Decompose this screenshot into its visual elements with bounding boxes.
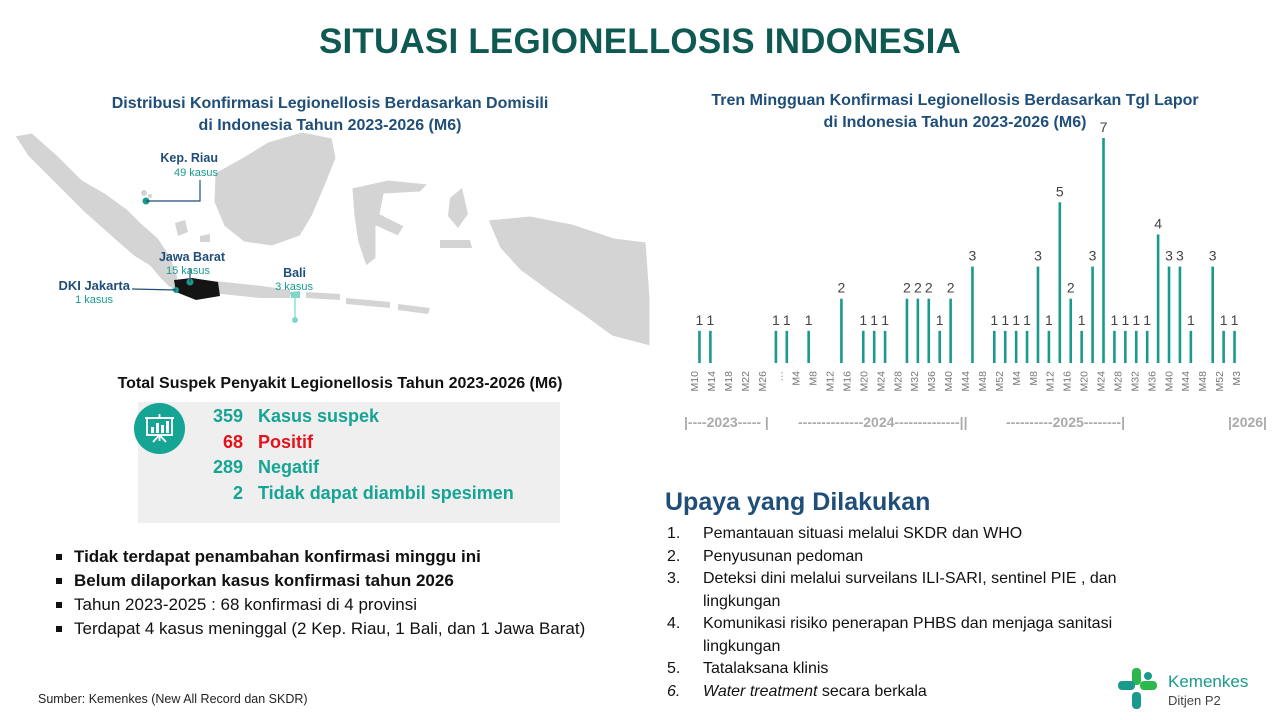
chart-bar [862, 331, 865, 363]
page-title: SITUASI LEGIONELLOSIS INDONESIA [318, 22, 962, 61]
chart-tick-label: M24 [1095, 371, 1108, 392]
chart-bar [938, 331, 941, 363]
jawa-barat-region [174, 278, 220, 300]
map-title-line2: di Indonesia Tahun 2023-2026 (M6) [198, 117, 462, 134]
chart-data-label: 5 [1055, 183, 1064, 200]
chart-bar [1233, 331, 1236, 363]
chart-tick-label: M12 [824, 371, 837, 392]
chart-bar [971, 267, 974, 363]
chart-data-label: 2 [946, 279, 955, 296]
upaya-item: 3. Deteksi dini melalui surveilans ILI-SARI, sentinel PIE , dan lingkungan [667, 570, 1117, 610]
chart-bar [1102, 138, 1105, 363]
chart-data-label: 1 [695, 311, 704, 328]
chart-year-group: --------------2024--------------|| [798, 414, 968, 430]
chart-data-label: 4 [1154, 215, 1162, 232]
chart-data-label: 1 [1077, 311, 1086, 328]
bali-label: Bali [283, 266, 306, 280]
chart-bar [927, 299, 930, 363]
suspect-label: Tidak dapat diambil spesimen [258, 482, 514, 503]
finding-item: Tahun 2023-2025 : 68 konfirmasi di 4 provinsi [56, 593, 616, 617]
chart-bar [993, 331, 996, 363]
chart-tick-label: M44 [960, 371, 972, 392]
chart-tick-label: M36 [1146, 371, 1159, 392]
chart-bar [1037, 267, 1040, 363]
riau-islands [141, 190, 147, 196]
chart-data-label: 2 [837, 279, 846, 296]
suspect-title: Total Suspek Penyakit Legionellosis Tahun 2023-2026 (M6) [117, 375, 563, 392]
chart-tick-label: M3 [1231, 371, 1243, 386]
source-note: Sumber: Kemenkes (New All Record dan SKDR) [38, 692, 308, 706]
chart-bar [1157, 234, 1160, 363]
sulawesi-island [352, 180, 428, 266]
chart-bar [949, 299, 952, 363]
chart-data-label: 1 [859, 311, 868, 328]
chart-tick-label: M32 [909, 371, 922, 392]
chart-tick-label: M36 [926, 371, 939, 392]
chart-tick-label: M4 [1010, 371, 1023, 386]
chart-tick-label: M16 [841, 371, 854, 392]
suspect-label: Kasus suspek [258, 406, 380, 426]
chart-data-label: 1 [1186, 311, 1195, 328]
chart-data-label: 1 [1121, 311, 1130, 328]
chart-data-label: 1 [706, 311, 715, 328]
chart-data-label: 1 [1012, 311, 1021, 328]
upaya-item: 1. Pemantauan situasi melalui SKDR dan WHO [667, 525, 1023, 542]
chart-data-label: 1 [1230, 311, 1239, 328]
papua-island [488, 216, 650, 346]
chart-data-label: 3 [1088, 247, 1097, 264]
chart-bar [709, 331, 712, 363]
chart-bar [1080, 331, 1083, 363]
chart-data-label: 1 [935, 311, 944, 328]
suspect-value: 289 [212, 457, 243, 477]
suspect-value: 68 [222, 431, 243, 452]
dki-jakarta-label: DKI Jakarta [58, 278, 130, 293]
chart-bar [1124, 331, 1127, 363]
chart-data-label: 3 [1176, 247, 1184, 264]
chart-bar [840, 299, 843, 363]
chart-bar [1222, 331, 1225, 363]
chart-year-group: |2026| [1228, 414, 1267, 430]
chart-bar [1091, 267, 1094, 363]
chart-tick-label: M20 [858, 371, 871, 392]
chart-bar [1146, 331, 1149, 363]
chart-data-label: 1 [1001, 311, 1010, 328]
chart-data-label: 1 [1143, 311, 1152, 328]
chart-tick-label: M26 [756, 371, 769, 392]
kep-riau-cases: 49 kasus [173, 167, 218, 179]
chart-tick-label: M28 [892, 371, 905, 392]
upaya-item: 2. Penyusunan pedoman [667, 547, 864, 565]
chart-data-label: 1 [1110, 311, 1119, 328]
chart-tick-label: M10 [689, 371, 701, 392]
jawa-barat-cases: 15 kasus [165, 265, 210, 277]
indonesia-map [10, 128, 655, 368]
chart-data-label: 3 [1034, 247, 1042, 264]
chart-tick-label: M52 [1214, 371, 1227, 392]
presentation-board-icon [134, 403, 185, 454]
chart-tick-label: M8 [1027, 371, 1040, 386]
chart-tick-label: M52 [993, 371, 1006, 392]
chart-tick-label: M44 [1180, 371, 1193, 392]
jawa-barat-label: Jawa Barat [158, 250, 225, 264]
chart-tick-label: M24 [875, 371, 888, 392]
chart-tick-label: M40 [943, 371, 956, 392]
chart-bar [807, 331, 810, 363]
chart-tick-label: M32 [1129, 371, 1142, 392]
bangka-island [175, 220, 188, 236]
chart-bar [1004, 331, 1007, 363]
chart-data-label: 2 [1066, 279, 1075, 296]
chart-bar [1015, 331, 1018, 363]
chart-year-group: |----2023----- | [684, 414, 769, 430]
chart-data-label: 1 [881, 311, 889, 328]
chart-data-label: 2 [903, 279, 911, 296]
upaya-item: 6. Water treatment secara berkala [667, 682, 927, 700]
logo-name: Kemenkes [1168, 672, 1249, 691]
chart-bar [1135, 331, 1138, 363]
chart-bar [1179, 267, 1182, 363]
chart-data-label: 7 [1099, 119, 1108, 135]
finding-item: Belum dilaporkan kasus konfirmasi tahun 2026 [56, 569, 616, 593]
chart-data-label: 3 [1208, 247, 1217, 264]
chart-tick-label: M16 [1061, 371, 1074, 392]
upaya-list [667, 523, 1137, 703]
chart-bar [1113, 331, 1116, 363]
kep-riau-label: Kep. Riau [160, 151, 218, 165]
chart-data-label: 3 [1165, 247, 1173, 264]
logo-subtitle: Ditjen P2 [1168, 693, 1221, 708]
chart-bar [775, 331, 778, 363]
bali-cases: 3 kasus [275, 281, 313, 293]
chart-data-label: 1 [990, 311, 999, 328]
chart-bar [884, 331, 887, 363]
chart-data-label: 2 [913, 279, 922, 296]
chart-data-label: 1 [1045, 311, 1053, 328]
chart-tick-label: M28 [1112, 371, 1125, 392]
chart-bar [906, 299, 909, 363]
chart-bar [786, 331, 789, 363]
chart-tick-label: M18 [722, 371, 735, 392]
upaya-item: 4. Komunikasi risiko penerapan PHBS dan menjaga sanitasi lingkungan [667, 615, 1113, 655]
chart-data-label: 1 [1132, 311, 1141, 328]
chart-bar [698, 331, 701, 363]
chart-data-label: 1 [1023, 311, 1031, 328]
chart-tick-label: M4 [790, 371, 803, 386]
kalimantan-island [214, 132, 336, 246]
suspect-label: Negatif [258, 457, 320, 477]
chart-tick-label: M22 [739, 371, 752, 392]
chart-title-line1: Tren Mingguan Konfirmasi Legionellosis Berdasarkan Tgl Lapor [711, 92, 1199, 109]
chart-tick-label: M20 [1078, 371, 1091, 392]
chart-bar [917, 299, 920, 363]
chart-data-label: 1 [1219, 311, 1228, 328]
chart-data-label: 2 [924, 279, 933, 296]
chart-bar [1190, 331, 1193, 363]
map-title-line1: Distribusi Konfirmasi Legionellosis Berdasarkan Domisili [111, 95, 549, 112]
chart-bar [1168, 267, 1171, 363]
suspect-label: Positif [258, 431, 314, 452]
chart-year-group: ----------2025--------| [1006, 414, 1125, 430]
chart-tick-label: M40 [1163, 371, 1176, 392]
chart-tick-label: M14 [705, 371, 718, 392]
chart-data-label: 1 [804, 311, 813, 328]
chart-tick-label: M48 [976, 371, 989, 392]
chart-bar [1026, 331, 1029, 363]
chart-bar [1211, 267, 1214, 363]
chart-tick-label: M12 [1044, 371, 1057, 392]
chart-title-line2: di Indonesia Tahun 2023-2026 (M6) [823, 114, 1087, 131]
upaya-title: Upaya yang Dilakukan [665, 488, 931, 516]
dki-jakarta-cases: 1 kasus [75, 294, 113, 306]
chart-tick-label: M48 [1197, 371, 1210, 392]
chart-data-label: 3 [968, 247, 977, 264]
chart-bar [1048, 331, 1051, 363]
suspect-value: 359 [212, 406, 243, 426]
key-findings-list [56, 545, 616, 641]
chart-data-label: 1 [772, 311, 780, 328]
chart-tick-label: … [773, 371, 786, 382]
suspect-value: 2 [232, 482, 243, 503]
chart-tick-label: M8 [807, 371, 820, 386]
chart-bar [1059, 202, 1062, 363]
chart-bar [1069, 299, 1072, 363]
chart-bar [873, 331, 876, 363]
chart-data-label: 1 [870, 311, 879, 328]
upaya-item: 5. Tatalaksana klinis [667, 660, 829, 677]
finding-item: Tidak terdapat penambahan konfirmasi minggu ini [56, 545, 616, 569]
chart-data-label: 1 [782, 311, 791, 328]
finding-item: Terdapat 4 kasus meninggal (2 Kep. Riau, 1 Bali, dan 1 Jawa Barat) [56, 617, 616, 641]
